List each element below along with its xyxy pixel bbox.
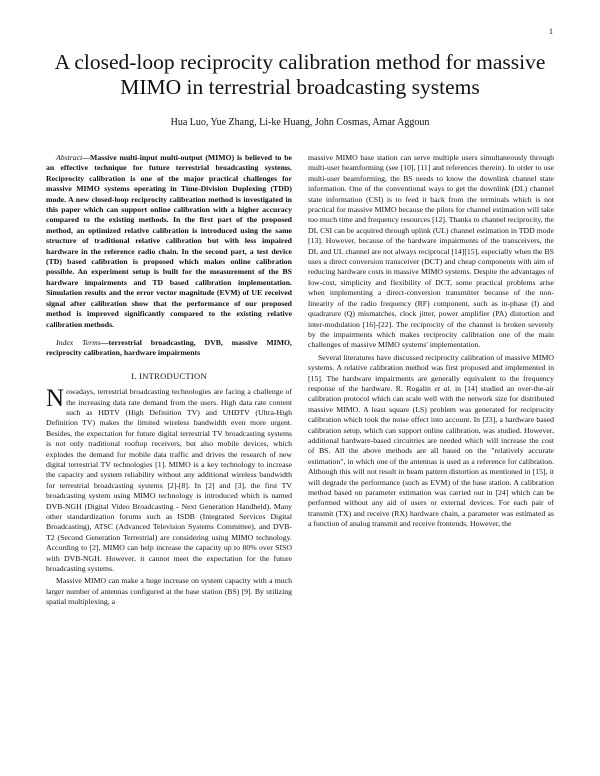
author-list: Hua Luo, Yue Zhang, Li-ke Huang, John Cosmas, Amar Aggoun (170, 117, 430, 128)
right-column (308, 153, 554, 530)
intro-paragraph-4-text-b: in [14] studied an over-the-air calibration protocol which can scale well with the network size for distributed massive MIMO. A least square (LS) problem was generated for reciprocity calibration which took the noise effect into account. In [23], a hardware based calibration setup, which can support online calibration, was studied. However, additional hardware-based circuitries are needed which will increase the cost of BS. All the above methods are all based on the "relatively accurate estimation", in which one of the antennas is used as a reference for calibration. Although this will not result in beam pattern distortion as mentioned in [15], it will degrade the performance (such as EVM) of the base station. A calibration method based on parameter estimation was carried out in [24] which can be performed without any aid of users or external devices. For each pair of transmit (TX) and receive (RX) hardware chain, a parameter was estimated as a function of analog transmit and receive frontends. However, the (308, 383, 555, 529)
index-terms-text: —terrestrial broadcasting, DVB, massive MIMO, reciprocity calibration, hardware impairments (46, 337, 292, 358)
intro-paragraph-4 (308, 353, 554, 530)
intro-paragraph-1-text: owadays, terrestrial broadcasting technologies are facing a challenge of the increasing data rate demand from the users. High data rate content such as HDTV (High Definition TV) and UHDTV (Ultra-High Definition TV) makes the limited wireless bandwidth even more urgent. Besides, the expectation for future digital terrestrial TV broadcasting systems is not only traditional rooftop receivers, but also mobile devices, which explodes the demand for mobile data traffic and drives the research of new digital terrestrial TV technologies [1]. MIMO is a key technology to increase the capacity and system reliability without any additional wireless bandwidth for terrestrial broadcasting systems [2]-[8]. In [2] and [3], the first TV broadcasting system using MIMO technology is introduced which is named DVB-NGH (Digital Video Broadcasting - Next Generation Handheld). Many other standardization forums such as ISDB (Integrated Services Digital Broadcasting), ATSC (Advanced Television Systems Committee), and DVB-T2 (Second Generation Terrestrial) are considering using MIMO technology. According to [2], MIMO can help increase the capacity up to 80% over SISO with DVB-NGH. However, it cannot meet the expectation for the future broadcasting systems. (46, 387, 292, 574)
intro-paragraph-3: massive MIMO base station can serve multiple users simultaneously through multi-user beamforming (see [10], [11] and references therein). In order to use multi-user beamforming, the BS needs to know the downlink channel state information. One of the conventional ways to get the downlink (DL) channel state information (CSI) is to feed it back from the terminals which is not practical for massive MIMO because the pilots for channel estimation will take too much time and frequency resources [12]. Thanks to channel reciprocity, the DL CSI can be acquired through uplink (UL) channel estimation in TDD mode [13]. However, because of the hardware impairments of the transceivers, the DL and UL channel are not always reciprocal [14][15], especially when the BS uses a direct conversion transceiver (DCT) and cheap components with aim of reducing hardware costs in massive MIMO systems. Despite the advantages of low-cost, simplicity and flexibility of DCT, some practical problems arise when implementing a direct-conversion transmitter because of the non-linearity of the radio frequency (RF) component, such as in-phase (I) and quadrature (Q) mismatches, clock jitter, power amplifier (PA) distortion and inter-modulation [16]-[22]. The reciprocity of the channel is broken severely by the impairments which makes reciprocity calibration one of the main challenges of massive MIMO systems' implementation. (308, 153, 554, 350)
index-terms (46, 338, 292, 359)
intro-paragraph-4-text-a: Several literatures have discussed reciprocity calibration of massive MIMO systems. A relative calibration method was first proposed and implemented in [15]. The hardware impairments are generally equivalent to the frequency response of the hardware. R. Rogalin (308, 352, 554, 393)
left-column (46, 153, 292, 608)
intro-paragraph-1 (46, 387, 292, 574)
intro-paragraph-2: Massive MIMO can make a huge increase on system capacity with a much larger number of antennas configured at the base station (BS) [9]. By utilizing spatial multiplexing, a (46, 576, 292, 607)
intro-paragraph-4-emphasis: et al. (434, 383, 452, 393)
abstract (46, 153, 292, 330)
paper-title: A closed-loop reciprocity calibration method for massive MIMO in terrestrial broadcasting systems (54, 50, 546, 99)
abstract-lead: Abstract (56, 153, 83, 162)
page-number: 1 (549, 27, 553, 36)
abstract-text: —Massive multi-input multi-output (MIMO) is believed to be an effective technique for future terrestrial broadcasting systems. Reciprocity calibration is one of the major practical challenges for massive MIMO systems operating in Time-Division Duplexing (TDD) mode. A new closed-loop reciprocity calibration method is investigated in this paper which can support online calibration with a higher accuracy compared to the existing methods. In the first part of the proposed method, an optimized relative calibration is introduced using the same structure of traditional relative calibration but with less impaired hardware in the reference radio chain. In the second part, a test device (TD) based calibration is proposed which makes online calibration possible. An experiment setup is built for the measurement of the BS hardware impairments and TD based calibration implementation. Simulation results and the error vector magnitude (EVM) of UE received signal after calibration show that the performance of our proposed method is improved significantly compared to the existing relative calibration methods. (46, 153, 292, 329)
index-terms-lead: Index Terms (56, 337, 101, 347)
drop-cap: N (46, 385, 65, 413)
section-heading-introduction: I. INTRODUCTION (131, 370, 207, 381)
